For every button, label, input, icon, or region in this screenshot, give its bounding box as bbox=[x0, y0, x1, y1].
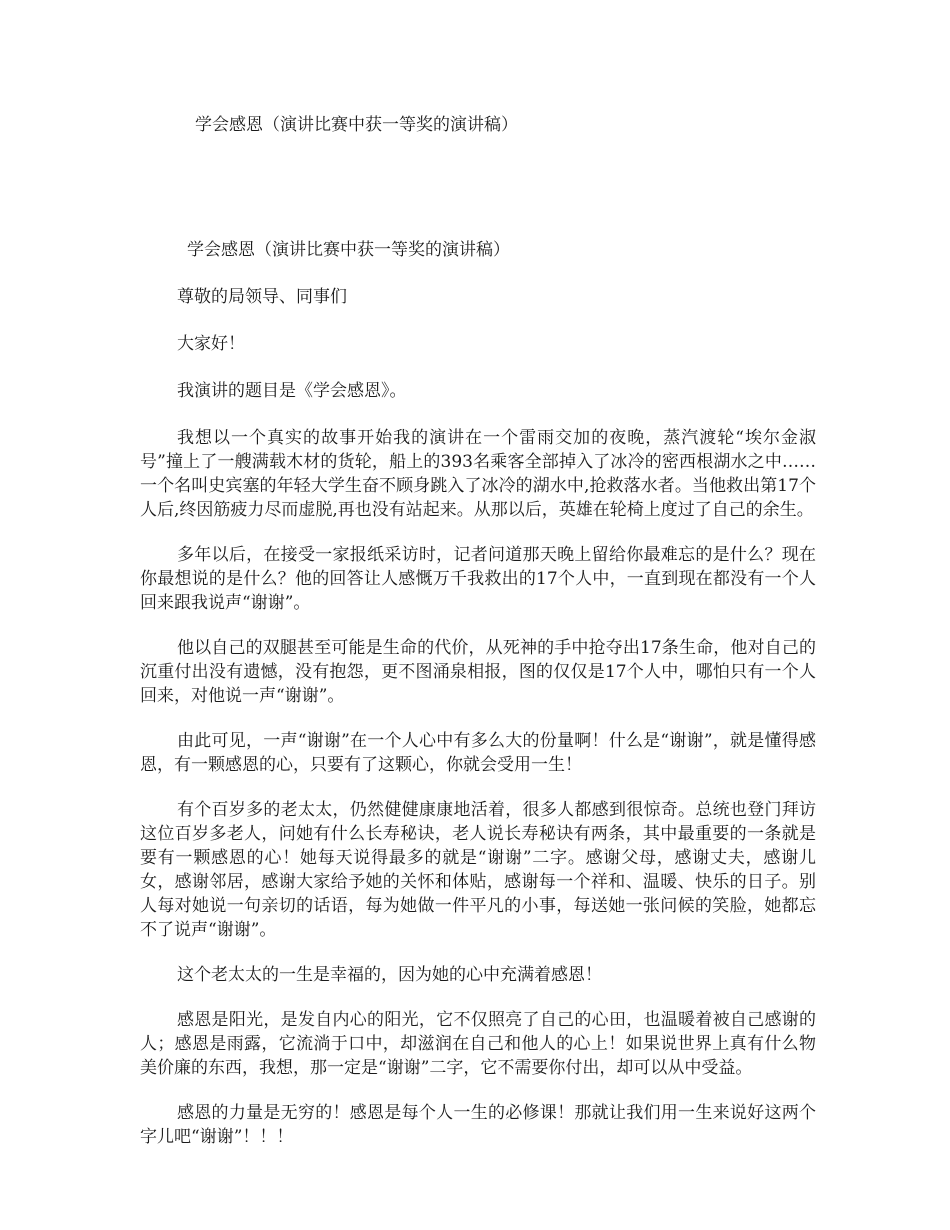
body-paragraph: 感恩的力量是无穷的！感恩是每个人一生的必修课！那就让我们用一生来说好这两个字儿吧“谢谢”！！！ bbox=[140, 1103, 816, 1147]
greeting: 大家好！ bbox=[177, 334, 245, 354]
body-paragraph: 感恩是阳光，是发自内心的阳光，它不仅照亮了自己的心田，也温暖着被自己感谢的人；感恩是雨露，它流淌于口中，却滋润在自己和他人的心上！如果说世界上真有什么物美价廉的东西，我想，那一定是“谢谢”二字，它不需要你付出，却可以从中受益。 bbox=[140, 1010, 816, 1078]
header-title: 学会感恩（演讲比赛中获一等奖的演讲稿） bbox=[195, 115, 518, 135]
body-paragraph: 这个老太太的一生是幸福的，因为她的心中充满着感恩！ bbox=[177, 965, 602, 985]
document-body bbox=[140, 238, 816, 1170]
body-paragraph: 我想以一个真实的故事开始我的演讲在一个雷雨交加的夜晚，蒸汽渡轮“埃尔金淑号”撞上了一艘满载木材的货轮，船上的393名乘客全部掉入了冰冷的密西根湖水之中……一个名叫史宾塞的年轻大学生奋不顾身跳入了冰冷的湖水中,抢救落水者。当他救出第17个人后,终因筋疲力尽而虚脱,再也没有站起来。从那以后，英雄在轮椅上度过了自己的余生。 bbox=[140, 428, 816, 520]
body-paragraph: 他以自己的双腿甚至可能是生命的代价，从死神的手中抢夺出17条生命，他对自己的沉重付出没有遗憾，没有抱怨，更不图涌泉相报，图的仅仅是17个人中，哪怕只有一个人回来，对他说一声“谢谢”。 bbox=[140, 638, 816, 706]
body-paragraph: 由此可见，一声“谢谢”在一个人心中有多么大的份量啊！什么是“谢谢”，就是懂得感恩，有一颗感恩的心，只要有了这颗心，你就会受用一生！ bbox=[140, 731, 816, 775]
document-title: 学会感恩（演讲比赛中获一等奖的演讲稿） bbox=[187, 240, 510, 260]
body-paragraph: 有个百岁多的老太太，仍然健健康康地活着，很多人都感到很惊奇。总统也登门拜访这位百岁多老人，问她有什么长寿秘诀，老人说长寿秘诀有两条，其中最重要的一条就是要有一颗感恩的心！她每天说得最多的就是“谢谢”二字。感谢父母，感谢丈夫，感谢儿女，感谢邻居，感谢大家给予她的关怀和体贴，感谢每一个祥和、温暖、快乐的日子。别人每对她说一句亲切的话语，每为她做一件平凡的小事，每送她一张问候的笑脸，她都忘不了说声“谢谢”。 bbox=[140, 800, 816, 940]
body-paragraph: 多年以后，在接受一家报纸采访时，记者问道那天晚上留给你最难忘的是什么？现在你最想说的是什么？他的回答让人感慨万千我救出的17个人中，一直到现在都没有一个人回来跟我说声“谢谢”。 bbox=[140, 545, 816, 613]
speech-topic: 我演讲的题目是《学会感恩》。 bbox=[177, 381, 407, 401]
salutation: 尊敬的局领导、同事们 bbox=[177, 287, 347, 307]
